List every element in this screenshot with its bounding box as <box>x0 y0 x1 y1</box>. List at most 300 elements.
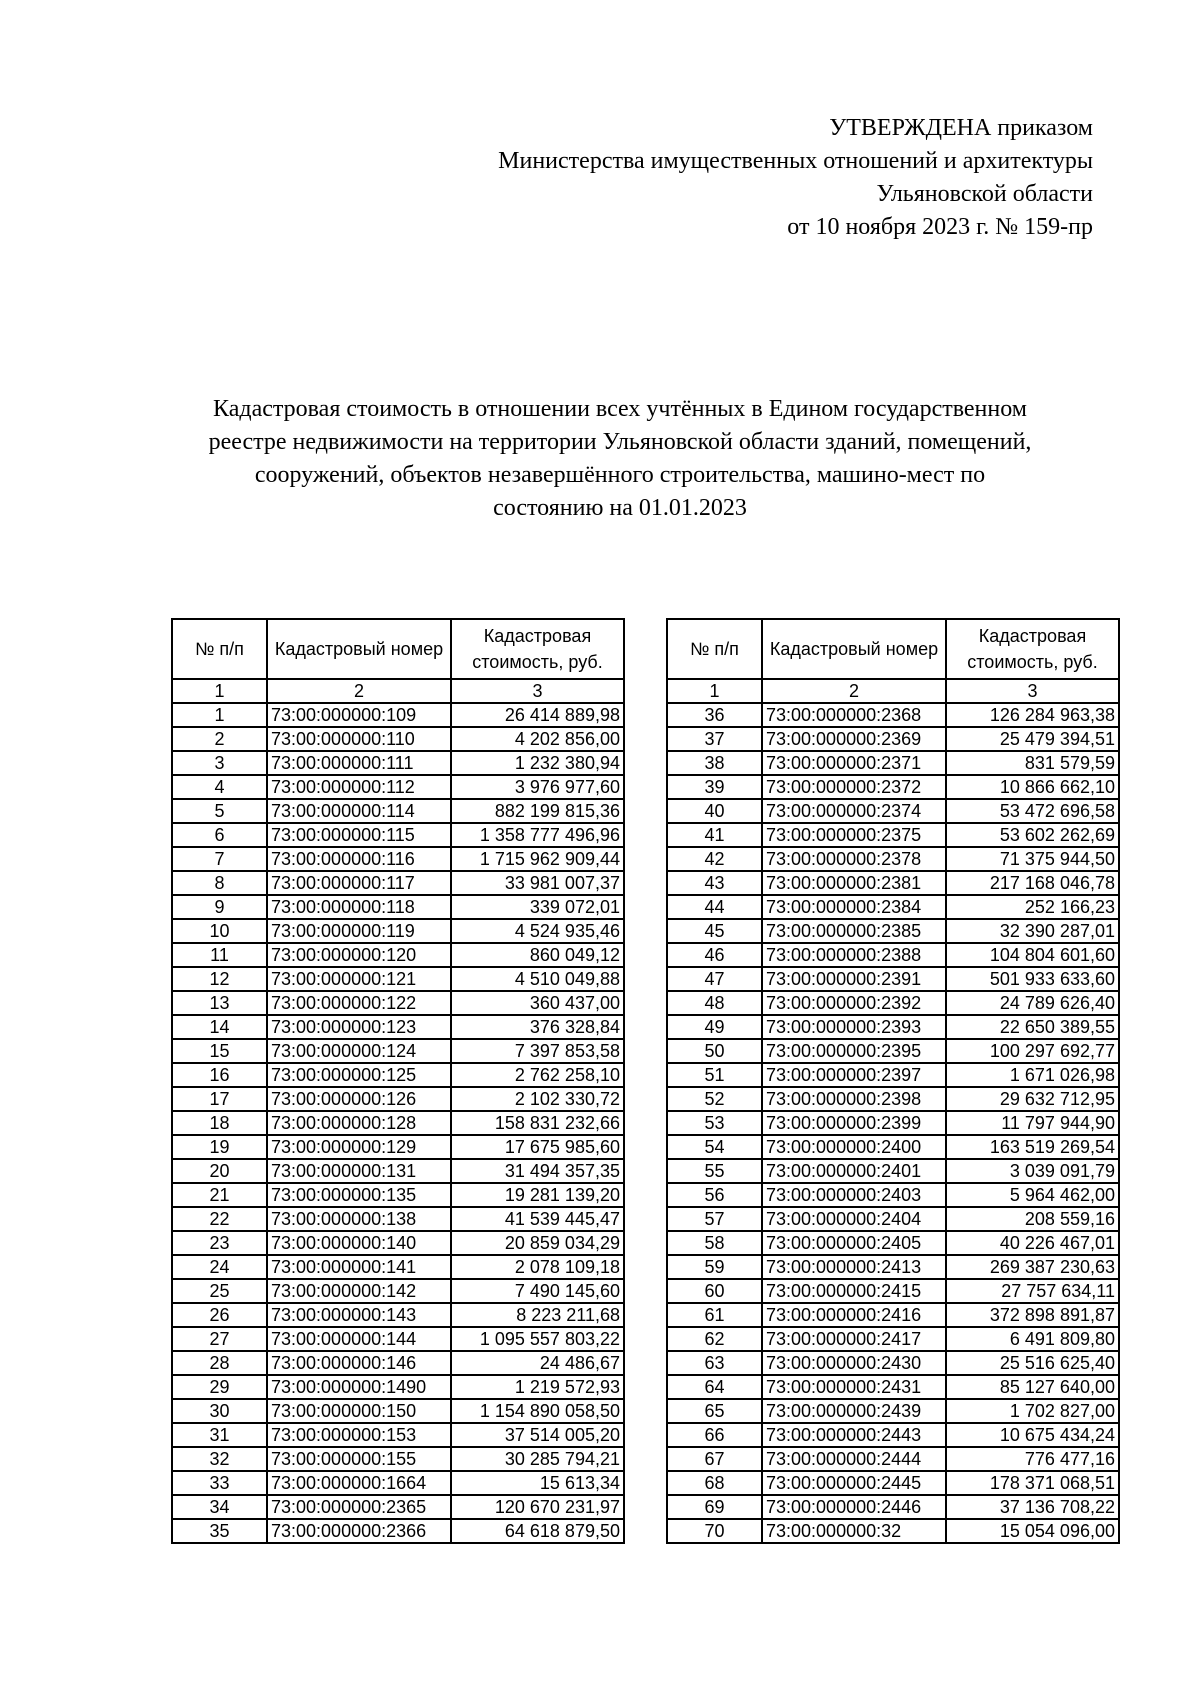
cadastral-number-cell: 73:00:000000:121 <box>267 967 451 991</box>
cadastral-number-cell: 73:00:000000:1664 <box>267 1471 451 1495</box>
cadastral-value-cell: 120 670 231,97 <box>451 1495 624 1519</box>
table-row <box>172 1255 624 1279</box>
table-row <box>172 1063 624 1087</box>
cadastral-value-cell: 1 232 380,94 <box>451 751 624 775</box>
row-number-cell: 7 <box>172 847 267 871</box>
cadastral-number-cell: 73:00:000000:2371 <box>762 751 946 775</box>
row-number-cell: 56 <box>667 1183 762 1207</box>
table-row <box>172 919 624 943</box>
row-number-cell: 10 <box>172 919 267 943</box>
approval-block <box>373 112 1093 244</box>
cadastral-number-cell: 73:00:000000:2400 <box>762 1135 946 1159</box>
row-number-cell: 25 <box>172 1279 267 1303</box>
table-row <box>667 871 1119 895</box>
row-number-cell: 64 <box>667 1375 762 1399</box>
cadastral-number-cell: 73:00:000000:120 <box>267 943 451 967</box>
cadastral-number-cell: 73:00:000000:2403 <box>762 1183 946 1207</box>
row-number-cell: 49 <box>667 1015 762 1039</box>
table-row <box>172 895 624 919</box>
cadastral-value-cell: 2 762 258,10 <box>451 1063 624 1087</box>
row-number-cell: 15 <box>172 1039 267 1063</box>
cadastral-number-cell: 73:00:000000:144 <box>267 1327 451 1351</box>
cadastral-value-cell: 4 510 049,88 <box>451 967 624 991</box>
cadastral-value-cell: 5 964 462,00 <box>946 1183 1119 1207</box>
approval-line-3: Ульяновской области <box>876 181 1093 207</box>
cadastral-number-cell: 73:00:000000:141 <box>267 1255 451 1279</box>
cadastral-value-cell: 27 757 634,11 <box>946 1279 1119 1303</box>
row-number-cell: 62 <box>667 1327 762 1351</box>
cadastral-number-cell: 73:00:000000:125 <box>267 1063 451 1087</box>
table-row <box>172 1231 624 1255</box>
cadastral-value-cell: 178 371 068,51 <box>946 1471 1119 1495</box>
table-row <box>667 1087 1119 1111</box>
row-number-cell: 65 <box>667 1399 762 1423</box>
table-row <box>667 1207 1119 1231</box>
cadastral-number-cell: 73:00:000000:116 <box>267 847 451 871</box>
title-line-2: реестре недвижимости на территории Ульяновской области зданий, помещений, <box>208 429 1032 455</box>
cadastral-value-cell: 24 789 626,40 <box>946 991 1119 1015</box>
cadastral-value-cell: 15 613,34 <box>451 1471 624 1495</box>
cadastral-number-cell: 73:00:000000:111 <box>267 751 451 775</box>
title-line-3: сооружений, объектов незавершённого строительства, машино-мест по <box>254 462 986 488</box>
cadastral-number-cell: 73:00:000000:2369 <box>762 727 946 751</box>
cadastral-value-cell: 7 490 145,60 <box>451 1279 624 1303</box>
cadastral-value-cell: 208 559,16 <box>946 1207 1119 1231</box>
row-number-cell: 59 <box>667 1255 762 1279</box>
cadastral-value-cell: 339 072,01 <box>451 895 624 919</box>
row-number-cell: 52 <box>667 1087 762 1111</box>
cadastral-number-cell: 73:00:000000:123 <box>267 1015 451 1039</box>
cadastral-number-cell: 73:00:000000:2372 <box>762 775 946 799</box>
cadastral-number-cell: 73:00:000000:155 <box>267 1447 451 1471</box>
cadastral-value-cell: 1 095 557 803,22 <box>451 1327 624 1351</box>
row-number-cell: 21 <box>172 1183 267 1207</box>
table-row <box>667 1279 1119 1303</box>
cadastral-value-cell: 376 328,84 <box>451 1015 624 1039</box>
cadastral-value-cell: 37 514 005,20 <box>451 1423 624 1447</box>
cadastral-value-cell: 3 039 091,79 <box>946 1159 1119 1183</box>
table-row <box>172 1279 624 1303</box>
approval-line-4: от 10 ноября 2023 г. № 159-пр <box>787 214 1093 240</box>
cadastral-value-cell: 19 281 139,20 <box>451 1183 624 1207</box>
cadastral-number-cell: 73:00:000000:32 <box>762 1519 946 1543</box>
row-number-cell: 2 <box>172 727 267 751</box>
header-cadastral-number: Кадастровый номер <box>267 619 451 679</box>
table-row <box>172 1423 624 1447</box>
table-row <box>172 751 624 775</box>
cadastral-number-cell: 73:00:000000:114 <box>267 799 451 823</box>
table-row <box>172 775 624 799</box>
cadastral-value-cell: 6 491 809,80 <box>946 1327 1119 1351</box>
cadastral-value-cell: 8 223 211,68 <box>451 1303 624 1327</box>
cadastral-number-cell: 73:00:000000:2430 <box>762 1351 946 1375</box>
cadastral-number-cell: 73:00:000000:2381 <box>762 871 946 895</box>
row-number-cell: 66 <box>667 1423 762 1447</box>
cadastral-number-cell: 73:00:000000:146 <box>267 1351 451 1375</box>
cadastral-number-cell: 73:00:000000:129 <box>267 1135 451 1159</box>
table-row <box>172 943 624 967</box>
cadastral-value-cell: 126 284 963,38 <box>946 703 1119 727</box>
cadastral-value-cell: 24 486,67 <box>451 1351 624 1375</box>
cadastral-number-cell: 73:00:000000:138 <box>267 1207 451 1231</box>
table-row <box>667 1063 1119 1087</box>
column-index-2: 2 <box>762 679 946 703</box>
cadastral-value-cell: 776 477,16 <box>946 1447 1119 1471</box>
cadastral-number-cell: 73:00:000000:2399 <box>762 1111 946 1135</box>
cadastral-number-cell: 73:00:000000:2416 <box>762 1303 946 1327</box>
cadastral-table-left <box>171 618 625 1544</box>
table-row <box>667 775 1119 799</box>
cadastral-value-cell: 501 933 633,60 <box>946 967 1119 991</box>
cadastral-value-cell: 882 199 815,36 <box>451 799 624 823</box>
row-number-cell: 69 <box>667 1495 762 1519</box>
cadastral-value-cell: 1 358 777 496,96 <box>451 823 624 847</box>
table-row <box>667 751 1119 775</box>
column-index-3: 3 <box>946 679 1119 703</box>
cadastral-value-cell: 53 602 262,69 <box>946 823 1119 847</box>
row-number-cell: 8 <box>172 871 267 895</box>
row-number-cell: 5 <box>172 799 267 823</box>
row-number-cell: 32 <box>172 1447 267 1471</box>
cadastral-number-cell: 73:00:000000:110 <box>267 727 451 751</box>
row-number-cell: 46 <box>667 943 762 967</box>
cadastral-number-cell: 73:00:000000:2365 <box>267 1495 451 1519</box>
row-number-cell: 54 <box>667 1135 762 1159</box>
table-row <box>172 1303 624 1327</box>
cadastral-number-cell: 73:00:000000:2401 <box>762 1159 946 1183</box>
table-row <box>172 1327 624 1351</box>
row-number-cell: 68 <box>667 1471 762 1495</box>
column-index-row <box>172 679 624 703</box>
cadastral-value-cell: 10 866 662,10 <box>946 775 1119 799</box>
table-row <box>172 1015 624 1039</box>
row-number-cell: 19 <box>172 1135 267 1159</box>
row-number-cell: 12 <box>172 967 267 991</box>
table-row <box>172 1471 624 1495</box>
cadastral-number-cell: 73:00:000000:2417 <box>762 1327 946 1351</box>
cadastral-number-cell: 73:00:000000:2415 <box>762 1279 946 1303</box>
cadastral-number-cell: 73:00:000000:2374 <box>762 799 946 823</box>
cadastral-number-cell: 73:00:000000:142 <box>267 1279 451 1303</box>
cadastral-value-cell: 163 519 269,54 <box>946 1135 1119 1159</box>
table-row <box>172 1111 624 1135</box>
row-number-cell: 3 <box>172 751 267 775</box>
table-row <box>667 1159 1119 1183</box>
cadastral-number-cell: 73:00:000000:2385 <box>762 919 946 943</box>
column-index-1: 1 <box>667 679 762 703</box>
cadastral-number-cell: 73:00:000000:2392 <box>762 991 946 1015</box>
cadastral-number-cell: 73:00:000000:128 <box>267 1111 451 1135</box>
row-number-cell: 39 <box>667 775 762 799</box>
cadastral-value-cell: 37 136 708,22 <box>946 1495 1119 1519</box>
table-row <box>667 1471 1119 1495</box>
row-number-cell: 33 <box>172 1471 267 1495</box>
row-number-cell: 27 <box>172 1327 267 1351</box>
row-number-cell: 30 <box>172 1399 267 1423</box>
cadastral-number-cell: 73:00:000000:2444 <box>762 1447 946 1471</box>
cadastral-value-cell: 10 675 434,24 <box>946 1423 1119 1447</box>
table-row <box>667 967 1119 991</box>
cadastral-value-cell: 53 472 696,58 <box>946 799 1119 823</box>
row-number-cell: 6 <box>172 823 267 847</box>
row-number-cell: 38 <box>667 751 762 775</box>
table-row <box>172 1039 624 1063</box>
row-number-cell: 26 <box>172 1303 267 1327</box>
cadastral-number-cell: 73:00:000000:135 <box>267 1183 451 1207</box>
table-row <box>172 1135 624 1159</box>
table-row <box>172 1183 624 1207</box>
table-row <box>667 1111 1119 1135</box>
title-line-1: Кадастровая стоимость в отношении всех учтённых в Едином государственном <box>213 396 1027 422</box>
row-number-cell: 55 <box>667 1159 762 1183</box>
cadastral-value-cell: 360 437,00 <box>451 991 624 1015</box>
title-line-4: состоянию на 01.01.2023 <box>493 495 747 521</box>
header-cadastral-value: Кадастровая стоимость, руб. <box>451 619 624 679</box>
column-index-3: 3 <box>451 679 624 703</box>
cadastral-number-cell: 73:00:000000:150 <box>267 1399 451 1423</box>
cadastral-number-cell: 73:00:000000:2397 <box>762 1063 946 1087</box>
row-number-cell: 14 <box>172 1015 267 1039</box>
cadastral-value-cell: 3 976 977,60 <box>451 775 624 799</box>
cadastral-value-cell: 269 387 230,63 <box>946 1255 1119 1279</box>
cadastral-value-cell: 33 981 007,37 <box>451 871 624 895</box>
table-row <box>667 919 1119 943</box>
approval-line-2: Министерства имущественных отношений и архитектуры <box>498 148 1093 174</box>
row-number-cell: 57 <box>667 1207 762 1231</box>
row-number-cell: 23 <box>172 1231 267 1255</box>
row-number-cell: 31 <box>172 1423 267 1447</box>
column-index-1: 1 <box>172 679 267 703</box>
row-number-cell: 60 <box>667 1279 762 1303</box>
table-row <box>667 727 1119 751</box>
cadastral-number-cell: 73:00:000000:2393 <box>762 1015 946 1039</box>
cadastral-number-cell: 73:00:000000:122 <box>267 991 451 1015</box>
document-title <box>150 393 1090 525</box>
cadastral-value-cell: 22 650 389,55 <box>946 1015 1119 1039</box>
row-number-cell: 40 <box>667 799 762 823</box>
table-row <box>667 1495 1119 1519</box>
cadastral-number-cell: 73:00:000000:2431 <box>762 1375 946 1399</box>
cadastral-value-cell: 1 702 827,00 <box>946 1399 1119 1423</box>
row-number-cell: 50 <box>667 1039 762 1063</box>
cadastral-value-cell: 64 618 879,50 <box>451 1519 624 1543</box>
row-number-cell: 36 <box>667 703 762 727</box>
header-cadastral-value: Кадастровая стоимость, руб. <box>946 619 1119 679</box>
row-number-cell: 58 <box>667 1231 762 1255</box>
row-number-cell: 43 <box>667 871 762 895</box>
cadastral-number-cell: 73:00:000000:2446 <box>762 1495 946 1519</box>
row-number-cell: 22 <box>172 1207 267 1231</box>
cadastral-number-cell: 73:00:000000:2391 <box>762 967 946 991</box>
cadastral-number-cell: 73:00:000000:2445 <box>762 1471 946 1495</box>
cadastral-number-cell: 73:00:000000:2366 <box>267 1519 451 1543</box>
row-number-cell: 45 <box>667 919 762 943</box>
table-row <box>172 1495 624 1519</box>
cadastral-value-cell: 71 375 944,50 <box>946 847 1119 871</box>
cadastral-value-cell: 104 804 601,60 <box>946 943 1119 967</box>
table-row <box>172 1207 624 1231</box>
cadastral-number-cell: 73:00:000000:2375 <box>762 823 946 847</box>
table-row <box>667 799 1119 823</box>
table-row <box>667 943 1119 967</box>
cadastral-value-cell: 25 516 625,40 <box>946 1351 1119 1375</box>
cadastral-value-cell: 217 168 046,78 <box>946 871 1119 895</box>
cadastral-value-cell: 1 671 026,98 <box>946 1063 1119 1087</box>
header-row-number: № п/п <box>172 619 267 679</box>
row-number-cell: 4 <box>172 775 267 799</box>
table-row <box>667 1447 1119 1471</box>
table-row <box>667 991 1119 1015</box>
row-number-cell: 37 <box>667 727 762 751</box>
cadastral-number-cell: 73:00:000000:2368 <box>762 703 946 727</box>
table-row <box>667 1375 1119 1399</box>
table-row <box>667 823 1119 847</box>
cadastral-value-cell: 41 539 445,47 <box>451 1207 624 1231</box>
row-number-cell: 17 <box>172 1087 267 1111</box>
row-number-cell: 29 <box>172 1375 267 1399</box>
table-header-row <box>667 619 1119 679</box>
row-number-cell: 42 <box>667 847 762 871</box>
cadastral-value-cell: 1 219 572,93 <box>451 1375 624 1399</box>
table-row <box>667 847 1119 871</box>
row-number-cell: 63 <box>667 1351 762 1375</box>
cadastral-value-cell: 20 859 034,29 <box>451 1231 624 1255</box>
column-index-row <box>667 679 1119 703</box>
cadastral-value-cell: 17 675 985,60 <box>451 1135 624 1159</box>
cadastral-value-cell: 85 127 640,00 <box>946 1375 1119 1399</box>
table-row <box>667 1231 1119 1255</box>
cadastral-number-cell: 73:00:000000:153 <box>267 1423 451 1447</box>
row-number-cell: 28 <box>172 1351 267 1375</box>
cadastral-number-cell: 73:00:000000:2405 <box>762 1231 946 1255</box>
cadastral-value-cell: 25 479 394,51 <box>946 727 1119 751</box>
table-row <box>667 1255 1119 1279</box>
table-row <box>667 1039 1119 1063</box>
cadastral-value-cell: 1 154 890 058,50 <box>451 1399 624 1423</box>
cadastral-number-cell: 73:00:000000:115 <box>267 823 451 847</box>
cadastral-value-cell: 29 632 712,95 <box>946 1087 1119 1111</box>
row-number-cell: 1 <box>172 703 267 727</box>
table-row <box>172 823 624 847</box>
cadastral-number-cell: 73:00:000000:126 <box>267 1087 451 1111</box>
cadastral-value-cell: 7 397 853,58 <box>451 1039 624 1063</box>
row-number-cell: 61 <box>667 1303 762 1327</box>
row-number-cell: 53 <box>667 1111 762 1135</box>
table-row <box>172 1375 624 1399</box>
cadastral-number-cell: 73:00:000000:2378 <box>762 847 946 871</box>
cadastral-number-cell: 73:00:000000:2398 <box>762 1087 946 1111</box>
cadastral-value-cell: 4 524 935,46 <box>451 919 624 943</box>
table-row <box>172 1351 624 1375</box>
table-row <box>667 1015 1119 1039</box>
cadastral-number-cell: 73:00:000000:2384 <box>762 895 946 919</box>
table-row <box>667 1399 1119 1423</box>
table-row <box>172 799 624 823</box>
row-number-cell: 18 <box>172 1111 267 1135</box>
table-row <box>667 1327 1119 1351</box>
table-row <box>667 1183 1119 1207</box>
column-index-2: 2 <box>267 679 451 703</box>
cadastral-number-cell: 73:00:000000:2443 <box>762 1423 946 1447</box>
cadastral-value-cell: 252 166,23 <box>946 895 1119 919</box>
table-row <box>667 1519 1119 1543</box>
cadastral-value-cell: 2 102 330,72 <box>451 1087 624 1111</box>
row-number-cell: 35 <box>172 1519 267 1543</box>
row-number-cell: 11 <box>172 943 267 967</box>
table-row <box>667 703 1119 727</box>
table-row <box>667 1351 1119 1375</box>
table-row <box>667 1423 1119 1447</box>
cadastral-number-cell: 73:00:000000:118 <box>267 895 451 919</box>
table-row <box>172 991 624 1015</box>
cadastral-value-cell: 860 049,12 <box>451 943 624 967</box>
cadastral-number-cell: 73:00:000000:117 <box>267 871 451 895</box>
cadastral-value-cell: 831 579,59 <box>946 751 1119 775</box>
table-row <box>172 1447 624 1471</box>
table-row <box>172 967 624 991</box>
row-number-cell: 41 <box>667 823 762 847</box>
cadastral-number-cell: 73:00:000000:143 <box>267 1303 451 1327</box>
cadastral-value-cell: 31 494 357,35 <box>451 1159 624 1183</box>
cadastral-number-cell: 73:00:000000:2395 <box>762 1039 946 1063</box>
cadastral-number-cell: 73:00:000000:119 <box>267 919 451 943</box>
cadastral-value-cell: 1 715 962 909,44 <box>451 847 624 871</box>
table-row <box>667 1135 1119 1159</box>
cadastral-number-cell: 73:00:000000:2388 <box>762 943 946 967</box>
cadastral-value-cell: 40 226 467,01 <box>946 1231 1119 1255</box>
cadastral-value-cell: 372 898 891,87 <box>946 1303 1119 1327</box>
cadastral-number-cell: 73:00:000000:124 <box>267 1039 451 1063</box>
table-row <box>172 871 624 895</box>
row-number-cell: 16 <box>172 1063 267 1087</box>
cadastral-value-cell: 2 078 109,18 <box>451 1255 624 1279</box>
approval-line-1: УТВЕРЖДЕНА приказом <box>829 115 1093 141</box>
table-row <box>172 847 624 871</box>
cadastral-number-cell: 73:00:000000:140 <box>267 1231 451 1255</box>
table-row <box>667 1303 1119 1327</box>
cadastral-value-cell: 26 414 889,98 <box>451 703 624 727</box>
cadastral-number-cell: 73:00:000000:112 <box>267 775 451 799</box>
header-row-number: № п/п <box>667 619 762 679</box>
row-number-cell: 9 <box>172 895 267 919</box>
cadastral-number-cell: 73:00:000000:2413 <box>762 1255 946 1279</box>
cadastral-value-cell: 11 797 944,90 <box>946 1111 1119 1135</box>
row-number-cell: 48 <box>667 991 762 1015</box>
table-header-row <box>172 619 624 679</box>
cadastral-table-right <box>666 618 1120 1544</box>
cadastral-number-cell: 73:00:000000:2439 <box>762 1399 946 1423</box>
table-row <box>172 703 624 727</box>
table-row <box>172 727 624 751</box>
cadastral-value-cell: 15 054 096,00 <box>946 1519 1119 1543</box>
cadastral-value-cell: 100 297 692,77 <box>946 1039 1119 1063</box>
row-number-cell: 51 <box>667 1063 762 1087</box>
row-number-cell: 20 <box>172 1159 267 1183</box>
cadastral-number-cell: 73:00:000000:2404 <box>762 1207 946 1231</box>
table-row <box>667 895 1119 919</box>
cadastral-number-cell: 73:00:000000:1490 <box>267 1375 451 1399</box>
row-number-cell: 34 <box>172 1495 267 1519</box>
row-number-cell: 24 <box>172 1255 267 1279</box>
row-number-cell: 70 <box>667 1519 762 1543</box>
table-row <box>172 1399 624 1423</box>
cadastral-number-cell: 73:00:000000:109 <box>267 703 451 727</box>
table-row <box>172 1519 624 1543</box>
cadastral-value-cell: 158 831 232,66 <box>451 1111 624 1135</box>
table-row <box>172 1159 624 1183</box>
row-number-cell: 44 <box>667 895 762 919</box>
header-cadastral-number: Кадастровый номер <box>762 619 946 679</box>
